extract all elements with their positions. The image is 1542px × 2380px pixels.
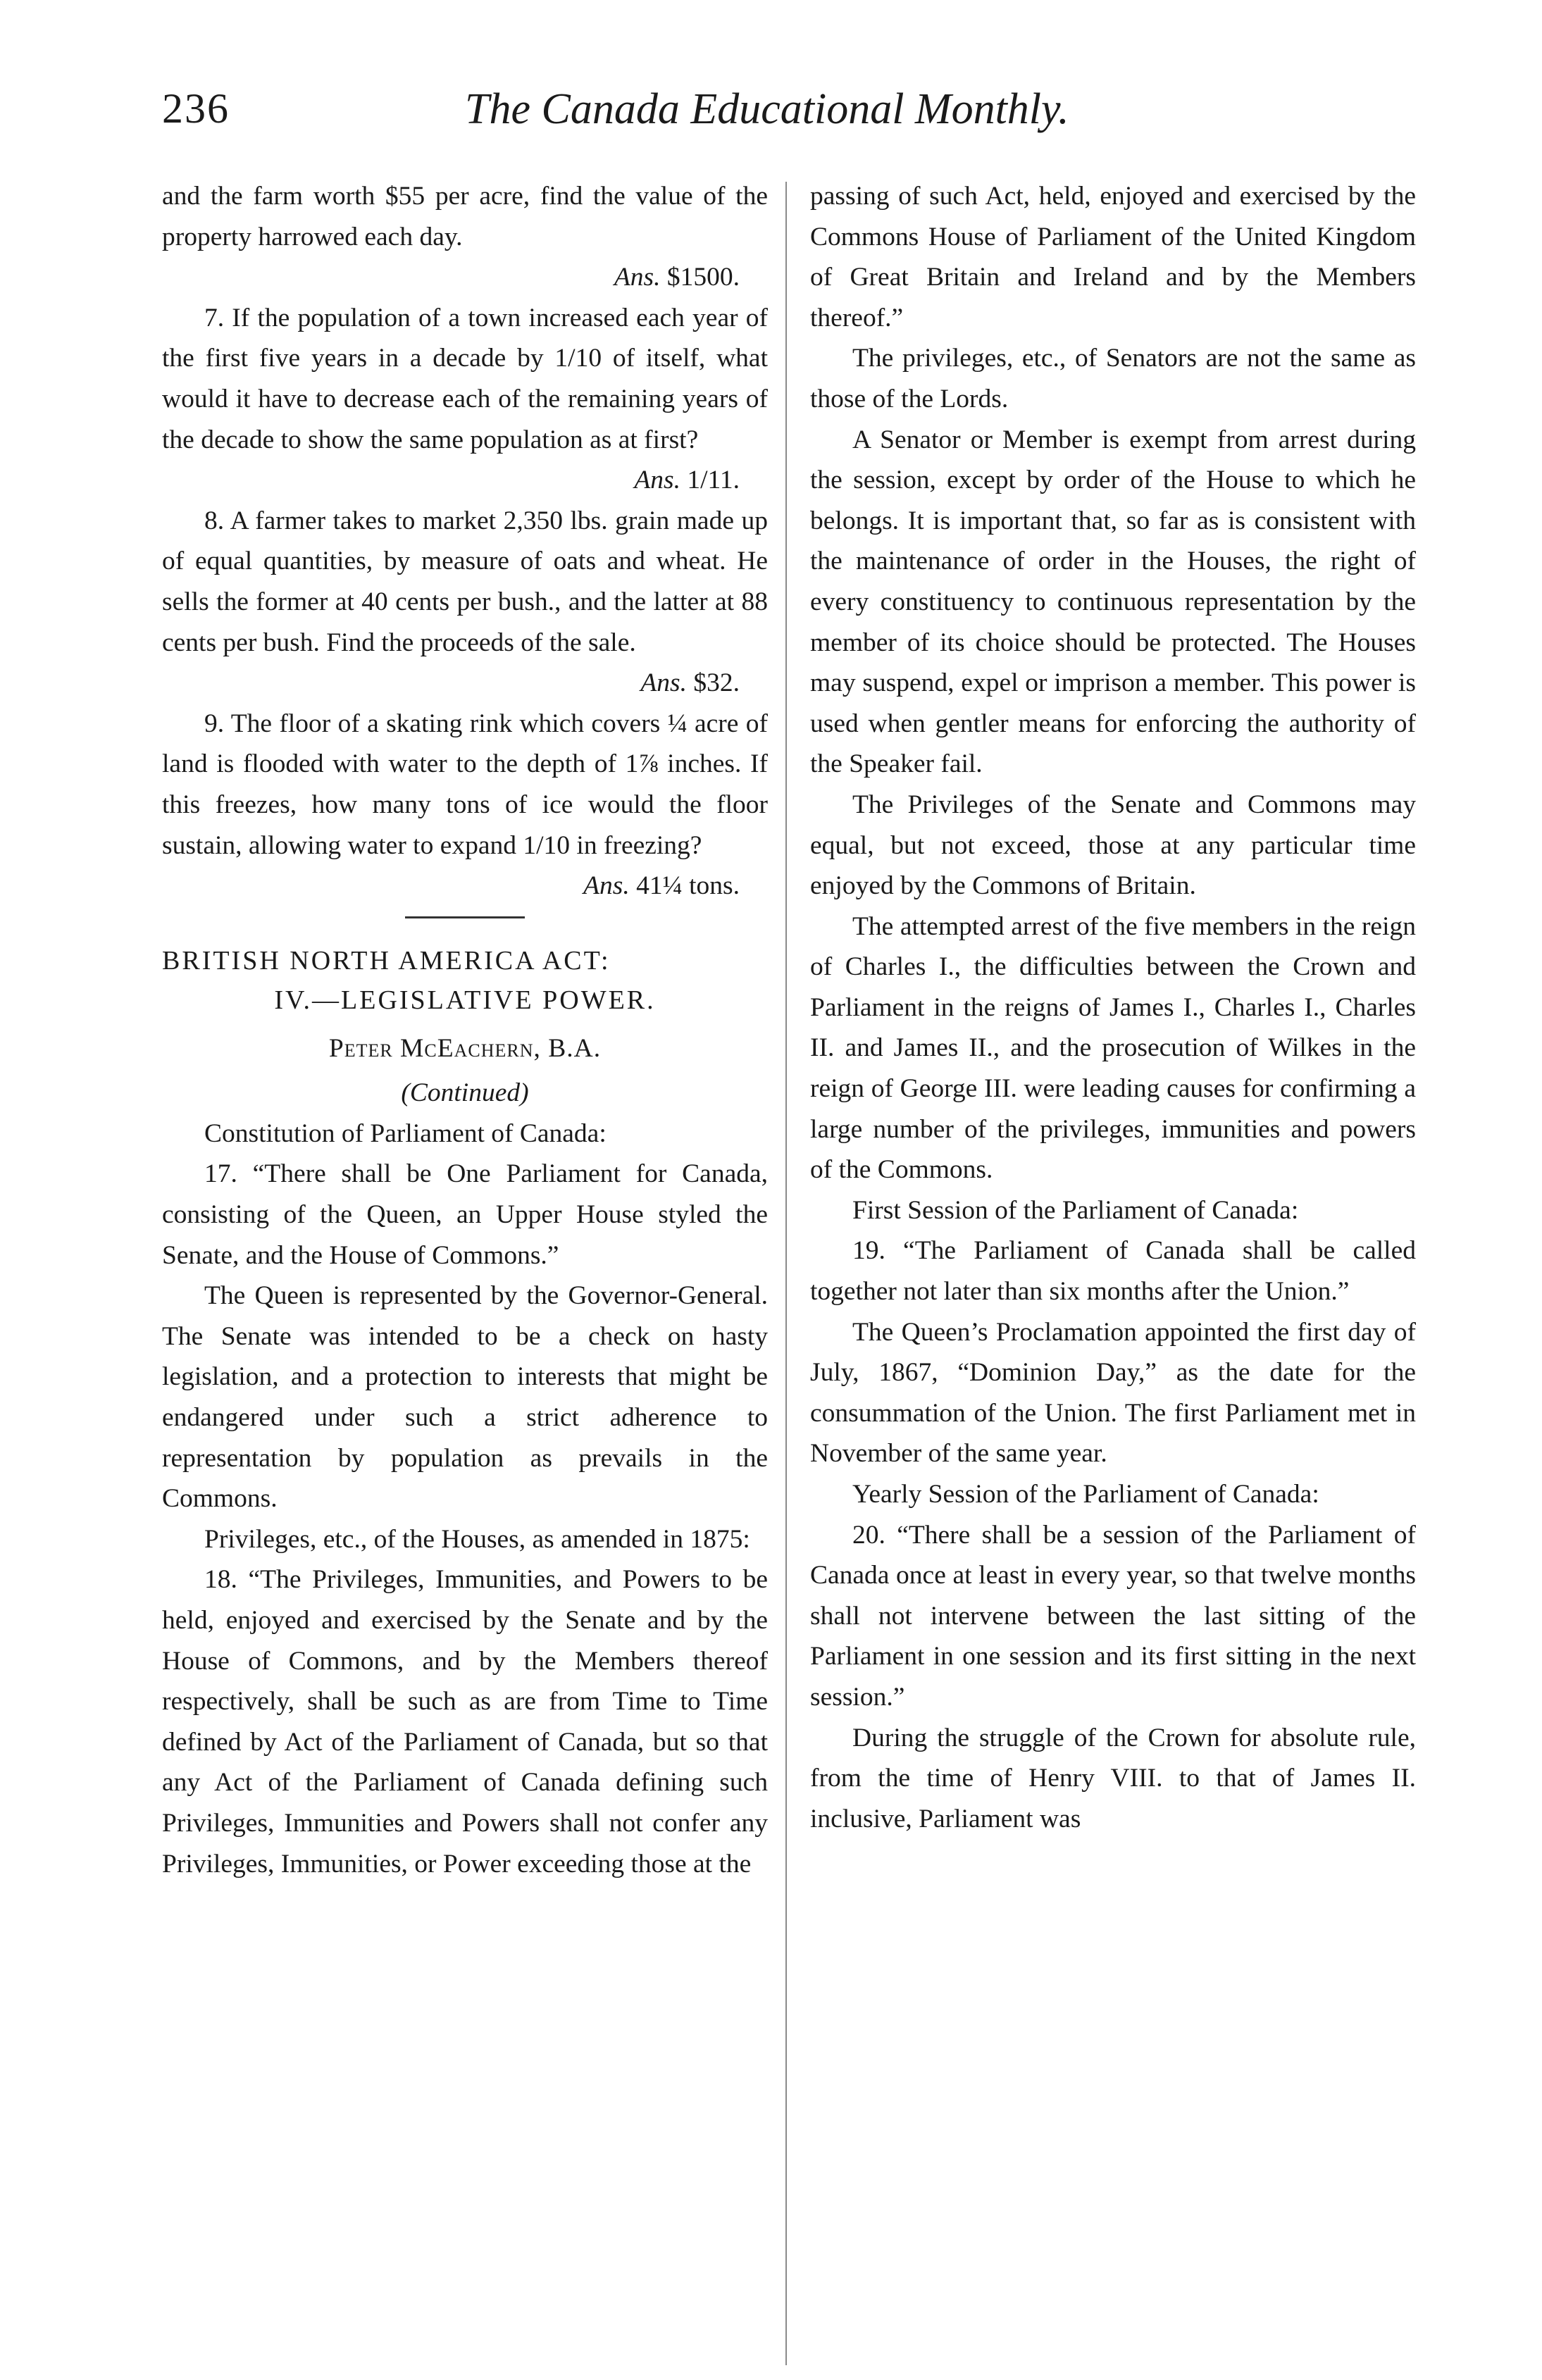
right-column [810,176,1416,1839]
paragraph: 9. The floor of a skating rink which covers ¼ acre of land is flooded with water to the depth of 1⅞ inches. If this freezes, how many tons of ice would the floor sustain, allowing water to expand 1/10 in freezing? [162,709,768,860]
answer-label: Ans. [634,466,680,495]
journal-title: The Canada Educational Monthly. [465,85,1069,133]
paragraph: The Queen is represented by the Governor-General. The Senate was intended to be a check on hasty legislation, and a protection to interests that might be endangered under such a strict adherence to representation by population as prevails in the Commons. [162,1281,768,1514]
answer-label: Ans. [614,263,661,292]
answer-value: $1500. [666,263,740,292]
column-divider [785,182,787,2365]
paragraph: The Privileges of the Senate and Commons may equal, but not exceed, those at any particular time enjoyed by the Commons of Britain. [810,790,1416,901]
paragraph: During the struggle of the Crown for absolute rule, from the time of Henry VIII. to that of James II. inclusive, Parliament was [810,1723,1416,1833]
paragraph: Yearly Session of the Parliament of Canada: [852,1480,1319,1509]
page-number: 236 [162,85,230,132]
paragraph: The Queen’s Proclamation appointed the first day of July, 1867, “Dominion Day,” as the date for the consummation of the Union. The first Parliament met in November of the same year. [810,1317,1416,1469]
answer-line [162,663,768,704]
answer-label: Ans. [583,871,630,901]
paragraph: Privileges, etc., of the Houses, as amended in 1875: [204,1524,750,1554]
paragraph: 19. “The Parliament of Canada shall be called together not later than six months after the Union.” [810,1236,1416,1307]
answer-line [162,257,768,298]
paragraph: 18. “The Privileges, Immunities, and Powers to be held, enjoyed and exercised by the Senate and by the House of Commons, and by the Members thereof respectively, shall be such as are from Time to Time defined by Act of the Parliament of Canada, but so that any Act of the Parliament of Canada defining such Privileges, Immunities and Powers shall not confer any Privileges, Immunities, or Power exceeding those at the [162,1565,768,1879]
paragraph: 7. If the population of a town increased each year of the first five years in a decade by 1/10 of itself, what would it have to decrease each of the remaining years of the decade to show the same population as at first? [162,303,768,454]
paragraph: and the farm worth $55 per acre, find the value of the property harrowed each day. [162,182,768,251]
section-title: BRITISH NORTH AMERICA ACT: [162,945,611,976]
answer-line [162,460,768,501]
answer-label: Ans. [640,668,687,698]
answer-value: $32. [693,668,740,698]
answer-line [162,866,768,906]
section-subtitle: IV.—LEGISLATIVE POWER. [274,985,656,1015]
section-separator [405,916,525,918]
paragraph: The privileges, etc., of Senators are not the same as those of the Lords. [810,344,1416,413]
paragraph: The attempted arrest of the five members in the reign of Charles I., the difficulties between the Crown and Parliament in the reigns of James I., Charles I., Charles II. and James II., and the prosecution of Wilkes in the reign of George III. were leading causes for confirming a large number of the privileges, immunities and powers of the Commons. [810,911,1416,1185]
paragraph: A Senator or Member is exempt from arrest during the session, except by order of the House to which he belongs. It is important that, so far as is consistent with the maintenance of order in the Houses, the right of every constituency to continuous representation by the member of its choice should be protected. The Houses may suspend, expel or imprison a member. This power is used when gentler means for enforcing the authority of the Speaker fail. [810,425,1416,779]
article-author: Peter McEachern, B.A. [328,1033,602,1063]
paragraph: Constitution of Parliament of Canada: [204,1119,607,1148]
page-header [162,85,1444,155]
left-column [162,176,768,1884]
paragraph: 20. “There shall be a session of the Parliament of Canada once at least in every year, so that twelve months shall not intervene between the last sitting of the Parliament in one session and its first sitting in the next session.” [810,1520,1416,1712]
answer-value: 1/11. [687,466,740,495]
continued-note: (Continued) [401,1078,529,1108]
paragraph: 8. A farmer takes to market 2,350 lbs. grain made up of equal quantities, by measure of oats and wheat. He sells the former at 40 cents per bush., and the latter at 88 cents per bush. Find the proceeds of the sale. [162,506,768,657]
paragraph: 17. “There shall be One Parliament for Canada, consisting of the Queen, an Upper House styled the Senate, and the House of Commons.” [162,1159,768,1270]
paragraph: First Session of the Parliament of Canada: [852,1195,1299,1225]
answer-value: 41¼ tons. [636,871,740,901]
paragraph: passing of such Act, held, enjoyed and exercised by the Commons House of Parliament of the United Kingdom of Great Britain and Ireland and by the Members thereof.” [810,182,1416,332]
